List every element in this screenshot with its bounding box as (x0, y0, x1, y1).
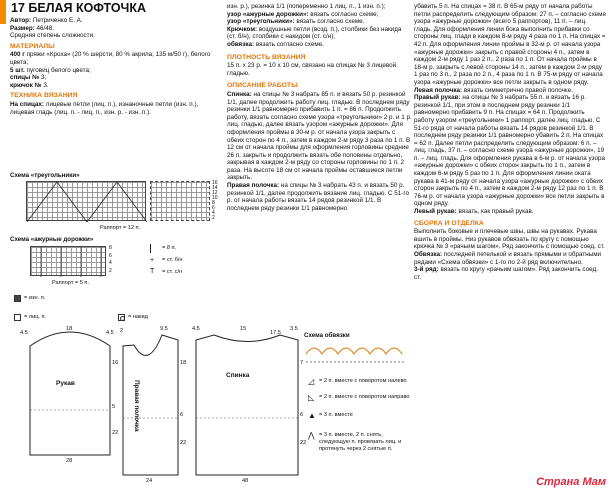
key-k3tog: = 3 п. вместе (319, 412, 353, 418)
row-number: 16 (212, 180, 218, 186)
key-k2tog-right-symbol: ◺ (308, 393, 315, 402)
row-number: 6 (212, 205, 215, 211)
front-label: Правая полочка: (227, 182, 280, 190)
assembly-text: Выполнить боковые и плечевые швы, швы на рукавах. Рукава вшить в проймы. Низ рукавов обвязать по кругу с помощью крючка № 3 «рачьим шагом». Ряд закончить с помощью соед. ст. (414, 228, 605, 251)
yarn-desc: пряжи «Кроха» (20 % шерсти, 80 % акрила; 135 м/50 г), белого цвета; (10, 51, 211, 66)
key-dc: = ст. с/н (162, 269, 183, 275)
scheme-triangles-rapport: Раппорт = 12 п. (100, 225, 141, 231)
author-value: Петриченко Е. А. (32, 17, 83, 24)
hook-label: крючок № (10, 81, 42, 89)
size-label: Размер: (10, 24, 35, 32)
sleeve-dim-side-3: 22 (112, 430, 119, 436)
difficulty: Средняя степень сложности. (10, 32, 95, 40)
triangles-pattern (27, 182, 147, 222)
middle-column (227, 3, 412, 315)
sleeve-dim-top-mid: 18 (66, 326, 73, 332)
left-column (10, 17, 223, 137)
trim-text-2: последней петелькой и вязать прямыми и обратными рядами «Схема обвязки» с 1-го по 2-й ряд включительно. (414, 251, 602, 266)
back-dim-side-1: 7 (300, 360, 304, 366)
sleeve-dim-side-2: 5 (112, 404, 116, 410)
technique-heading: ТЕХНИКА ВЯЗАНИЯ (10, 92, 78, 100)
front-dim-side-1: 18 (180, 360, 187, 366)
buttons-qty: 5 шт. (10, 66, 25, 74)
openwork-pattern (31, 247, 107, 277)
key-sk2p: = 3 п. вместе, 2 п. снять, следующую п. провязать лиц. и протянуть через 2 снятые п. (319, 432, 402, 452)
trim-scheme-chart (304, 340, 408, 368)
trim-label: обвязка: (227, 40, 255, 48)
yarn-qty: 400 г (10, 51, 25, 59)
assembly-heading: СБОРКА И ОТДЕЛКА (414, 219, 484, 227)
on-needles-label: На спицах: (10, 100, 45, 108)
row-number: 2 (109, 267, 112, 274)
key-purl-symbol (14, 295, 21, 302)
trim-label-2: Обвязка: (414, 251, 443, 258)
needles-label: спицы № (10, 74, 40, 82)
left-sleeve-text: вязать, как правый рукав. (458, 208, 534, 216)
materials-heading: МАТЕРИАЛЫ (10, 42, 55, 50)
on-needles-text: лицевые петли (лиц. п.), изнаночные петли (изн. п.), лицевая гладь (лиц. п. - лиц. п., изн. р. - изн. п.). (10, 100, 199, 116)
hook-techniques: воздушные петли (возд. п.), столбики без накида (ст. б/н), столбики с накидом (ст. с/н); (227, 25, 402, 41)
author-label: Автор: (10, 17, 32, 24)
hook-techniques-label: Крючком: (227, 25, 258, 33)
sleeve-label: Рукав (56, 380, 75, 387)
key-k2tog-right: = 2 п. вместе с поворотом направо (319, 394, 410, 400)
back-dim-top-1: 4.5 (192, 326, 200, 332)
front-text: на спицы № 3 набрать 43 п. и вязать 50 р. резинкой 1/1, далее продолжить вязание лиц. гладью. С 51-го р. от начала работы вязать 14 рядов резинкой 1/1. В последнем ряду резинки 1/1 равномерно (227, 182, 410, 212)
row-number: 8 (109, 245, 112, 251)
scheme-openwork-title: Схема «ажурные дорожки» (10, 236, 94, 243)
key-k3tog-symbol: ▲ (308, 411, 316, 420)
sleeve-dim-top-right: 4.5 (106, 330, 114, 336)
openwork-text: вязать согласно схеме; (310, 10, 379, 18)
key-r8: = 8 п. (162, 245, 177, 251)
scheme-triangles-row-numbers (212, 180, 222, 224)
size-value: 46/48. (36, 24, 55, 32)
buttons-desc: пуговиц белого цвета; (26, 66, 91, 74)
density-text: 15 п. x 23 р. = 10 x 10 см, связано на спицах № 3 лицевой гладью. (227, 62, 397, 77)
back-dim-top-2: 15 (240, 326, 247, 332)
needles-value: 3; (40, 74, 47, 82)
header-accent-bar (0, 0, 6, 24)
row-number: 6 (109, 252, 112, 259)
back-text: на спицы № 3 набрать 85 п. и вязать 50 р. резинкой 1/1, далее продолжить работу лиц. гладью. В последнем ряду резинки 1/1 равномерно прибавить 1 п. = 86 п. Продолжить работу, вязать согласно схеме узора «треугольники» 2 р. и 1 р. лиц. гладью, далее вязать узором «ажурные дорожки». Для оформления проймы в 30-м р. от начала узора закрыть с обеих сторон по 4 п., затем в каждом 2-м ряду 3 раза по 1 п. В 12 см от начала проймы для оформления горловины средние 26 п. закрыть и продолжить вязать обе половины отдельно, закрывая в каждом 2-м ряду со стороны горловины по 1 п. 2 раза. На высоте 18 см от начала проймы оставшиеся петли закрыть. (227, 90, 412, 182)
right-sleeve-label: Правый рукав: (414, 94, 461, 102)
row-number: 12 (212, 190, 218, 196)
scheme-openwork-grid (30, 246, 106, 276)
front-dim-side-3: 22 (180, 440, 187, 446)
row-number: 10 (212, 195, 218, 201)
openwork-label: узор «ажурные дорожки»: (227, 10, 309, 18)
right-sleeve-text: на спицы № 3 набрать 55 п. и вязать 16 р. резинкой 1/1, при этом в последнем ряду резинки 1/1 равномерно прибавить 9 п. На спицах = 64 п. Продолжить работу узором «треугольники» 1 раппорт, далее лиц. гладью. С 51-го ряда от начала работы вязать 14 рядов резинкой 1/1. В последнем ряду резинки 1/1 равномерно убавить 2 п. На спицах = 62 п. Далее петли распределить следующим образом: 6 п. – лиц. гладь, 37 п. – согласно схеме узора «ажурные дорожки», 19 п. – лиц. гладь. Для оформления рукава в 6-м р. от начала узора «ажурные дорожки» с обеих сторон закрыть по 1 п., затем в каждом 6-м ряду 5 раз по 1 п. Для оформления линии оката рукава в 41-м ряду от начала узора «ажурные дорожки» с обеих сторон закрыть по 4 п., затем в каждом 2-м ряду 12 раз по 1 п. В 76-м р. от начала узора «ажурные дорожки» все петли закрыть в одном ряду. (414, 94, 605, 208)
key-k2tog-left-symbol: ◿ (308, 377, 315, 386)
work-heading: ОПИСАНИЕ РАБОТЫ (227, 82, 298, 90)
row-number: 2 (212, 215, 215, 221)
key-r8-symbol (150, 244, 156, 253)
front-label-diagram: Правая полочка (133, 380, 140, 432)
trim-scheme-title: Схема обвязки (304, 332, 350, 339)
scheme-openwork-row-numbers (109, 245, 119, 279)
key-k2tog-left: = 2 п. вместе с поворотом налево (319, 378, 407, 384)
site-watermark: Страна Мам (536, 476, 606, 488)
scheme-triangles-title: Схема «треугольники» (10, 172, 80, 179)
page-title: 17 БЕЛАЯ КОФТОЧКА (11, 1, 146, 15)
key-knit: = лиц. п. (24, 314, 47, 320)
sleeve-dim-bottom: 28 (66, 458, 73, 464)
back-dim-top-3: 17.5 (270, 330, 281, 336)
back-dim-bottom: 48 (242, 478, 249, 484)
key-yarnover-symbol (118, 314, 125, 321)
front-dim-bottom: 24 (146, 478, 153, 484)
scheme-triangles-grid-rapport (150, 181, 210, 221)
row-number: 8 (212, 200, 215, 206)
triangles-text: вязать согласно схеме. (296, 18, 365, 26)
key-purl: = изн. п. (24, 295, 46, 301)
back-label-diagram: Спинка (226, 372, 250, 379)
right-column (414, 3, 606, 473)
sleeve-dim-side-1: 16 (112, 360, 119, 366)
front-dim-side-2: 6 (180, 412, 184, 418)
scheme-triangles-grid (26, 181, 146, 221)
back-dim-side-3: 22 (300, 440, 307, 446)
left-front-text: вязать симметрично правой полочке. (463, 86, 573, 94)
col2-line1: изн. р.), резинка 1/1 (попеременно 1 лиц. п., 1 изн. п.); (227, 3, 386, 10)
row3-label: 3-й ряд: (414, 266, 439, 274)
col3-text1: убавить 5 п. На спицах = 38 п. В 65-м ряду от начала работы петли распределить следующим образом: 27 п. – согласно схеме узора «ажурные дорожки» (всего 5 раппортов), 11 п. – лиц. гладь. Для оформления линии бока выполнить прибавки со стороны лиц. глади в каждом 8-м ряду 4 раза по 1 п. На спицах = 42 п. Для оформления линии проймы в 32-м р. от начала узора «ажурные дорожки» закрыть с правой стороны 4 п., затем в каждом 2-м ряду 1 раз 2 п., 2 раза по 1 п. От начала проймы в 18-м р. закрыть с левой стороны 14 п., затем в каждом 2-м ряду 1 раз по 3 п., 2 раза по 2 п., 4 раза по 1 п. В 75-м ряду от начала узора «ажурные дорожки» все петли закрыть в одном ряду. (414, 3, 606, 86)
hook-value: 3. (43, 81, 49, 89)
left-front-label: Левая полочка: (414, 86, 463, 94)
row-number: 4 (109, 260, 112, 266)
density-heading: ПЛОТНОСТЬ ВЯЗАНИЯ (227, 53, 306, 61)
front-dim-top-2: 9.5 (160, 326, 168, 332)
back-dim-side-2: 6 (300, 412, 304, 418)
row3-text: вязать по кругу «рачьим шагом». Ряд закончить соед. ст. (414, 266, 598, 281)
key-sk2p-symbol: ⋀ (308, 431, 315, 440)
scheme-openwork-rapport: Раппорт = 5 п. (52, 280, 89, 286)
key-sc: = ст. б/н (162, 257, 183, 263)
left-sleeve-label: Левый рукав: (414, 208, 457, 216)
key-dc-symbol: T (150, 268, 155, 275)
sleeve-dim-top-left: 4.5 (20, 330, 28, 336)
triangles-label: узор «треугольники»: (227, 18, 295, 26)
row-number: 14 (212, 185, 218, 191)
front-dim-top-1: 2 (120, 328, 124, 334)
key-knit-symbol (14, 314, 21, 321)
trim-text: вязать согласно схеме. (255, 40, 324, 48)
key-yarnover: = накид (128, 314, 148, 320)
row-number: 4 (212, 210, 215, 216)
key-sc-symbol: + (150, 257, 155, 264)
back-label: Спинка: (227, 90, 252, 98)
back-dim-top-4: 3.5 (290, 326, 298, 332)
